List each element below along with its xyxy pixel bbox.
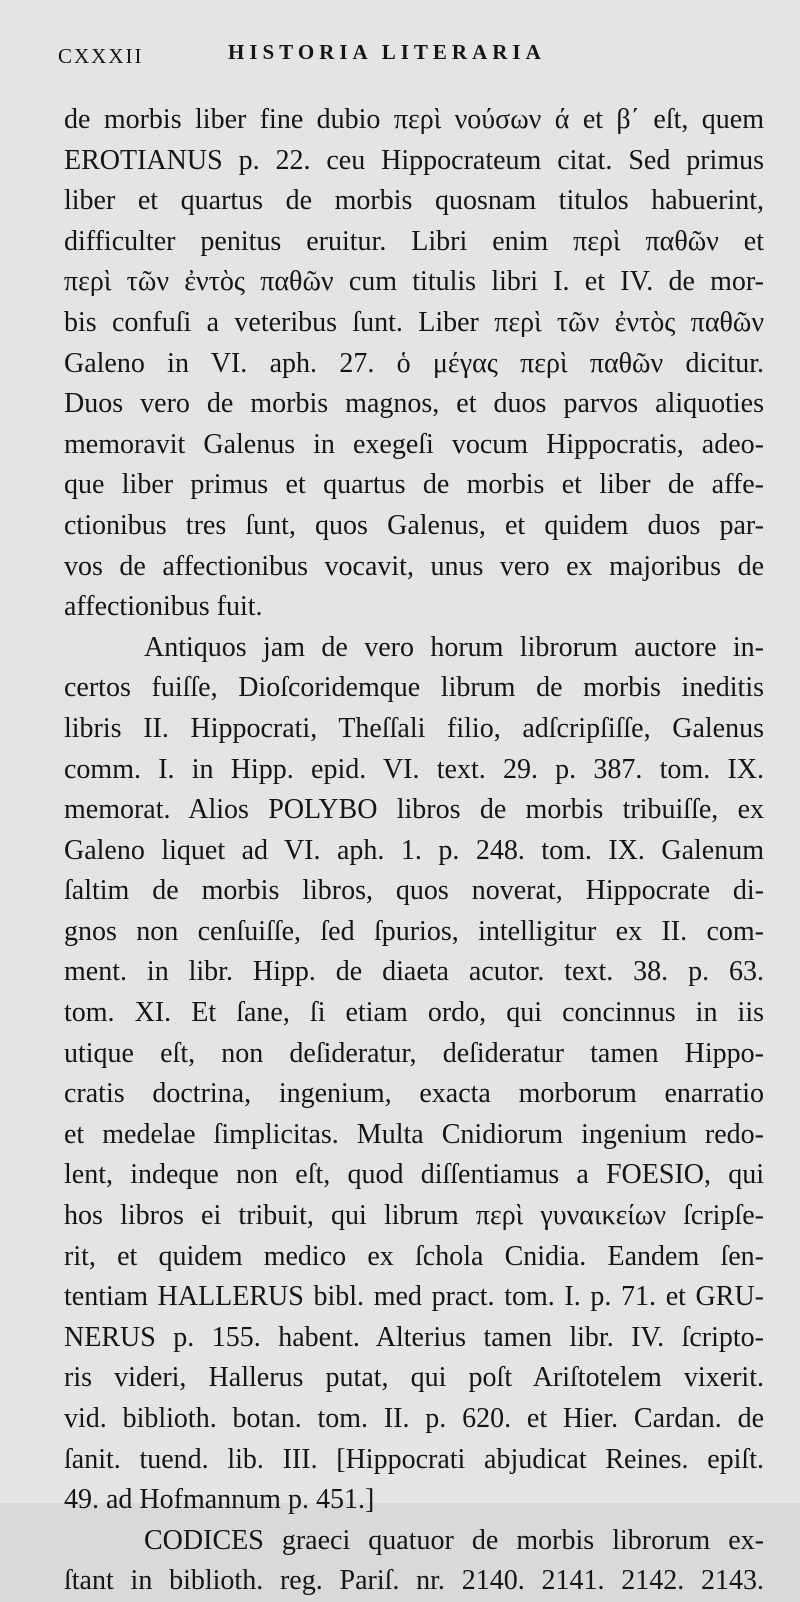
- text-line: que liber primus et quartus de morbis et liber de affe-: [64, 469, 764, 501]
- text-line: certos fuiſſe, Dioſcoridemque librum de morbis ineditis: [64, 672, 764, 704]
- text-line: vos de affectionibus vocavit, unus vero ex majoribus de: [64, 550, 764, 582]
- text-line: utique eſt, non deſideratur, deſideratur tamen Hippo-: [64, 1037, 764, 1069]
- text-line: Duos vero de morbis magnos, et duos parvos aliquoties: [64, 388, 764, 420]
- text-line: difficulter penitus eruitur. Libri enim περὶ παθῶν et: [64, 225, 764, 257]
- running-head: HISTORIA LITERARIA: [228, 40, 546, 64]
- text-line: tom. XI. Et ſane, ſi etiam ordo, qui concinnus in iis: [64, 997, 764, 1029]
- text-line: Antiquos jam de vero horum librorum auctore in-: [144, 631, 764, 663]
- text-line: Galeno liquet ad VI. aph. 1. p. 248. tom. IX. Galenum: [64, 834, 764, 866]
- text-line: libris II. Hippocrati, Theſſali filio, adſcripſiſſe, Galenus: [64, 712, 764, 744]
- text-line: cratis doctrina, ingenium, exacta morborum enarratio: [64, 1078, 764, 1110]
- text-line: et medelae ſimplicitas. Multa Cnidiorum ingenium redo-: [64, 1118, 764, 1150]
- text-line: hos libros ei tribuit, qui librum περὶ γυναικείων ſcripſe-: [64, 1200, 764, 1232]
- text-line: ſaltim de morbis libros, quos noverat, Hippocrate di-: [64, 875, 764, 907]
- page-header: [58, 40, 758, 76]
- body-text: [64, 100, 764, 1602]
- text-line: EROTIANUS p. 22. ceu Hippocrateum citat. Sed primus: [64, 144, 764, 176]
- text-line: tentiam HALLERUS bibl. med pract. tom. I. p. 71. et GRU-: [64, 1281, 764, 1313]
- text-line: liber et quartus de morbis quosnam titulos habuerint,: [64, 185, 764, 217]
- text-line: memorat. Alios POLYBO libros de morbis tribuiſſe, ex: [64, 794, 764, 826]
- text-line: Galeno in VI. aph. 27. ὁ μέγας περὶ παθῶν dicitur.: [64, 347, 764, 379]
- text-line: ſtant in biblioth. reg. Pariſ. nr. 2140. 2141. 2142. 2143.: [64, 1565, 764, 1597]
- text-line: de morbis liber fine dubio περὶ νούσων ά et β΄ eſt, quem: [64, 104, 764, 135]
- text-line: memoravit Galenus in exegeſi vocum Hippocratis, adeo-: [64, 428, 764, 460]
- text-line: affectionibus fuit.: [64, 591, 263, 623]
- text-line: rit, et quidem medico ex ſchola Cnidia. Eandem ſen-: [64, 1240, 764, 1272]
- text-line: NERUS p. 155. habent. Alterius tamen libr. IV. ſcripto-: [64, 1321, 764, 1353]
- text-line: comm. I. in Hipp. epid. VI. text. 29. p. 387. tom. IX.: [64, 753, 764, 785]
- text-line: 49. ad Hofmannum p. 451.]: [64, 1484, 375, 1516]
- text-line: ctionibus tres ſunt, quos Galenus, et quidem duos par-: [64, 509, 764, 541]
- page-number: CXXXII: [58, 44, 144, 68]
- text-line: ris videri, Hallerus putat, qui poſt Ariſtotelem vixerit.: [64, 1362, 764, 1394]
- text-line: περὶ τῶν ἐντὸς παθῶν cum titulis libri I. et IV. de mor-: [64, 266, 764, 298]
- text-line: gnos non cenſuiſſe, ſed ſpurios, intelligitur ex II. com-: [64, 915, 764, 947]
- text-line: bis confuſi a veteribus ſunt. Liber περὶ τῶν ἐντὸς παθῶν: [64, 306, 764, 338]
- text-line: vid. biblioth. botan. tom. II. p. 620. et Hier. Cardan. de: [64, 1403, 764, 1434]
- text-line: lent, indeque non eſt, quod diſſentiamus a FOESIO, qui: [64, 1159, 764, 1191]
- text-line: CODICES graeci quatuor de morbis librorum ex-: [144, 1524, 764, 1556]
- text-line: ſanit. tuend. lib. III. [Hippocrati abjudicat Reines. epiſt.: [64, 1443, 764, 1475]
- text-line: ment. in libr. Hipp. de diaeta acutor. text. 38. p. 63.: [64, 956, 764, 988]
